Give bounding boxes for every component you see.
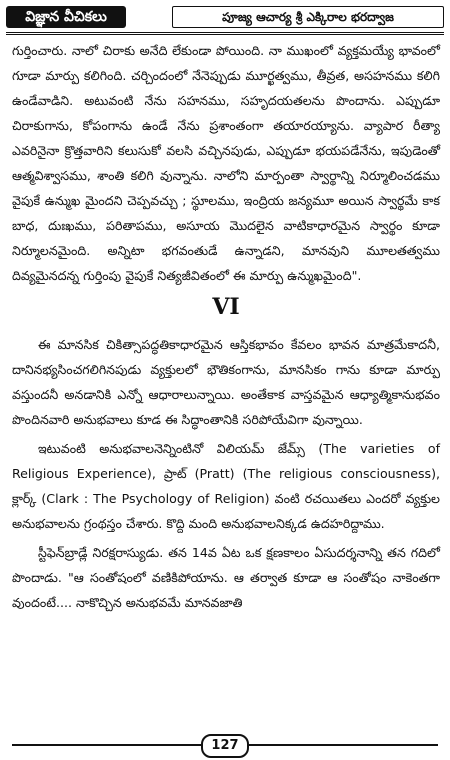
- author-name: పూజ్య ఆచార్య శ్రీ ఎక్కిరాల భరద్వాజ: [172, 6, 444, 28]
- running-header: [6, 4, 444, 35]
- body-text: [12, 38, 440, 615]
- paragraph: ఈ మానసిక చికిత్సాపద్ధతికాధారమైన ఆస్తికభావం కేవలం భావన మాత్రమేకాదనీ, దానినభ్యసించగలిగినపుడు వ్యక్తులలో భౌతికంగాను, మానసికం గాను కూడా మార్పు వస్తుందనీ అనడానికి ఎన్నో ఆధారాలున్నాయి. అంతేకాక వాస్తవమైన ఆధ్యాత్మికానుభవం పొందినవారి అనుభవాలు కూడ ఈ సిద్ధాంతానికి సరిపోయేవిగా వున్నాయి.: [12, 337, 440, 427]
- paragraph: గుర్తించారు. నాలో చిరాకు అనేది లేకుండా పోయింది. నా ముఖంలో వ్యక్తమయ్యే భావంలో గూడా మార్పు కలిగింది. చర్చిందంలో నేనెప్పుడు మూర్ఖత్వము, తీవ్రత, అసహనము కలిగి ఉండేవాడిని. అటువంటి నేను సహనము, సహృదయతలను పొందాను. ఎప్పుడూ చిరాకుగాను, కోపంగాను ఉండే నేను ప్రశాంతంగా తయారయ్యాను. వ్యాపార రీత్యా ఎవరినైనా క్రొత్తవారిని కలుసుకో వలసి వచ్చినపుడు, ఎప్పుడూ భయపడేనేను, ఇపుడెంతో ఆత్మవిశ్వాసము, శాంతి కలిగి వున్నాను. నాలోని మార్పంతా స్వార్థాన్ని నిర్మూలించడము వైపుకే ఉన్ముఖ మైందని చెప్పవచ్చు ; స్థూలము, ఇంద్రియ జన్యమూ అయిన స్వార్థమే కాక బాధ, దుఃఖము, పరితాపము, అసూయ మొదలైన వాటికాధారమైన స్వార్థం కూడా నిర్మూలనమైంది. అన్నిటా భగవంతుడే ఉన్నాడని, మానవుని మూలతత్వము దివ్యమైనదన్న గుర్తింపు వైపుకే నిత్యజీవితంలో ఈ మార్పు ఉన్ముఖమైంది".: [12, 43, 440, 283]
- book-title: విజ్ఞాన వీచికలు: [6, 6, 126, 28]
- paragraph: స్టీఫెన్‌బ్రాడ్లే నిరక్షరాస్యుడు. తన 14వ ఏట ఒక క్షణకాలం ఏసుదర్శనాన్ని తన గదిలో పొందాడు. "ఆ సంతోషంలో వణికిపోయాను. ఆ తర్వాత కూడా ఆ సంతోషం నాకెంతగా వుందంటే.... నాకొచ్చిన అనుభవమే మానవజాతి: [12, 545, 440, 610]
- section-heading: VI: [212, 294, 240, 320]
- page-footer: [12, 734, 438, 756]
- page-number: 127: [201, 734, 249, 758]
- paragraph: ఇటువంటి అనుభవాలనెన్నింటినో విలియమ్ జేమ్స్ (The varieties of Religious Experience), ప్రాట్ (Pratt) (The religious consciousness), క్లార్క్ (Clark : The Psychology of Religion) వంటి రచయితలు ఎందరో వ్యక్తుల అనుభవాలను గ్రంథస్తం చేశారు. కొద్ది మంది అనుభవాలనిక్కడ ఉదహరిద్దాము.: [12, 441, 440, 531]
